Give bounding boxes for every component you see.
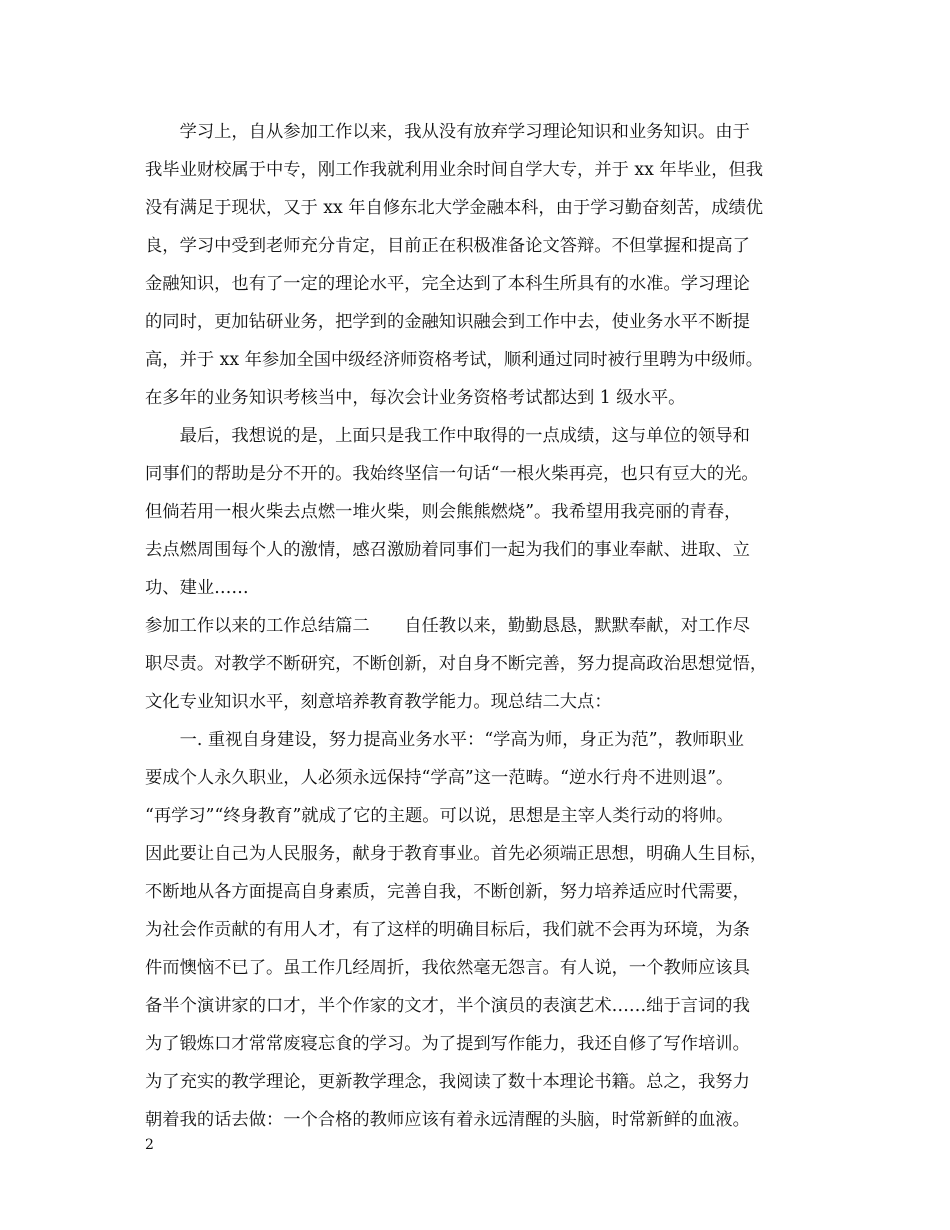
text-line: 最后，我想说的是，上面只是我工作中取得的一点成绩，这与单位的领导和 <box>145 426 750 446</box>
text-line: 要成个人永久职业，人必须永远保持“学高”这一范畴。“逆水行舟不进则退”。 <box>145 768 734 788</box>
text-line: 为了锻炼口才常常废寝忘食的学习。为了提到写作能力，我还自修了写作培训。 <box>145 1034 750 1054</box>
text-line: 参加工作以来的工作总结篇二 自任教以来，勤勤恳恳，默默奉献，对工作尽 <box>145 616 750 636</box>
text-line: 同事们的帮助是分不开的。我始终坚信一句话“一根火柴再亮，也只有豆大的光。 <box>145 464 759 484</box>
text-line: 高，并于 xx 年参加全国中级经济师资格考试，顺利通过同时被行里聘为中级师。 <box>145 350 764 370</box>
text-line: 为社会作贡献的有用人才，有了这样的明确目标后，我们就不会再为环境，为条 <box>145 920 750 940</box>
text-line: 因此要让自己为人民服务，献身于教育事业。首先必须端正思想，明确人生目标， <box>145 844 768 864</box>
text-line: 一. 重视自身建设，努力提高业务水平：“学高为师，身正为范”，教师职业 <box>145 730 744 750</box>
text-line: 朝着我的话去做：一个合格的教师应该有着永远清醒的头脑，时常新鲜的血液。 <box>145 1110 750 1130</box>
text-line: “再学习”“终身教育”就成了它的主题。可以说，思想是主宰人类行动的将帅。 <box>145 806 734 826</box>
text-line: 学习上，自从参加工作以来，我从没有放弃学习理论知识和业务知识。由于 <box>145 122 750 142</box>
text-line: 为了充实的教学理论，更新教学理念，我阅读了数十本理论书籍。总之，我努力 <box>145 1072 750 1092</box>
text-line: 功、建业…… <box>145 578 249 598</box>
text-line: 文化专业知识水平，刻意培养教育教学能力。现总结二大点： <box>145 692 612 712</box>
text-line: 件而懊恼不已了。虽工作几经周折，我依然毫无怨言。有人说，一个教师应该具 <box>145 958 750 978</box>
text-line: 但倘若用一根火柴去点燃一堆火柴，则会熊熊燃烧”。我希望用我亮丽的青春， <box>145 502 742 522</box>
text-line: 备半个演讲家的口才，半个作家的文才，半个演员的表演艺术……绌于言词的我 <box>145 996 750 1016</box>
text-line: 金融知识，也有了一定的理论水平，完全达到了本科生所具有的水准。学习理论 <box>145 274 750 294</box>
text-line: 没有满足于现状，又于 xx 年自修东北大学金融本科，由于学习勤奋刻苦，成绩优 <box>145 198 764 218</box>
text-line: 不断地从各方面提高自身素质，完善自我，不断创新，努力培养适应时代需要， <box>145 882 750 902</box>
text-line: 我毕业财校属于中专，刚工作我就利用业余时间自学大专，并于 xx 年毕业，但我 <box>145 160 764 180</box>
text-line: 的同时，更加钻研业务，把学到的金融知识融会到工作中去，使业务水平不断提 <box>145 312 750 332</box>
page-number: 2 <box>145 1137 154 1153</box>
text-line: 在多年的业务知识考核当中，每次会计业务资格考试都达到 1 级水平。 <box>145 388 686 408</box>
text-line: 良，学习中受到老师充分肯定，目前正在积极准备论文答辩。不但掌握和提高了 <box>145 236 750 256</box>
text-line: 去点燃周围每个人的激情，感召激励着同事们一起为我们的事业奉献、进取、立 <box>145 540 750 560</box>
text-line: 职尽责。对教学不断研究，不断创新，对自身不断完善，努力提高政治思想觉悟， <box>145 654 768 674</box>
